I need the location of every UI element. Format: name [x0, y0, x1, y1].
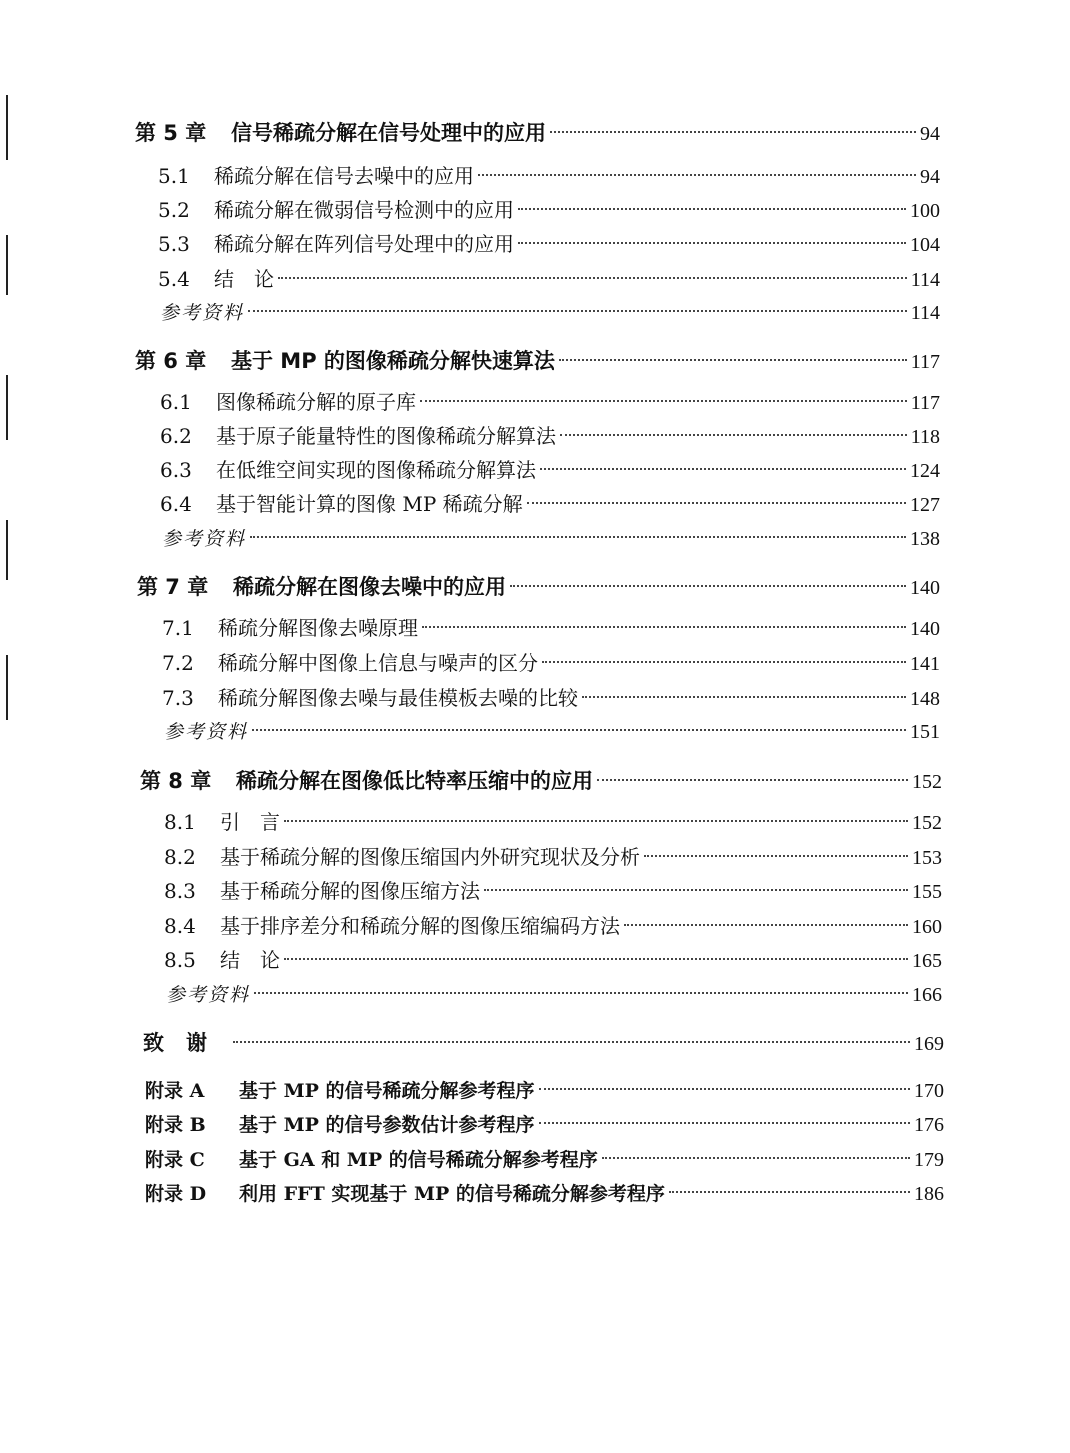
section-number: 6.2: [160, 424, 192, 448]
section-number: 6.3: [160, 458, 192, 482]
toc-section-7-3[interactable]: [162, 683, 940, 713]
toc-chapter-7[interactable]: [137, 572, 940, 602]
section-number: 5.3: [158, 232, 190, 256]
page-number: 152: [912, 771, 942, 793]
section-title: 基于智能计算的图像 MP 稀疏分解: [216, 492, 523, 516]
chapter-number: 第 7 章: [137, 575, 209, 599]
toc-appendix-d[interactable]: [145, 1179, 944, 1209]
page-number: 140: [910, 577, 940, 599]
section-number: 5.2: [158, 198, 190, 222]
section-title: 结 论: [220, 948, 280, 972]
appendix-title: 基于 GA 和 MP 的信号稀疏分解参考程序: [239, 1149, 598, 1171]
section-title: 基于原子能量特性的图像稀疏分解算法: [216, 424, 556, 448]
page-number: 124: [910, 460, 940, 482]
page-number: 140: [910, 618, 940, 640]
page-number: 165: [912, 950, 942, 972]
section-title: 在低维空间实现的图像稀疏分解算法: [216, 458, 536, 482]
chapter-title: 基于 MP 的图像稀疏分解快速算法: [231, 349, 555, 373]
toc-chapter-8[interactable]: [140, 766, 942, 796]
toc-section-7-1[interactable]: [162, 613, 940, 643]
section-number: 5.4: [158, 267, 190, 291]
dot-leader: [518, 208, 906, 210]
acknowledgements-title: 致谢: [143, 1031, 229, 1055]
section-title: 基于稀疏分解的图像压缩方法: [220, 879, 480, 903]
toc-section-8-2[interactable]: [164, 842, 942, 872]
dot-leader: [478, 174, 916, 176]
appendix-number: 附录 A: [145, 1080, 205, 1102]
page-number: 169: [914, 1033, 944, 1055]
dot-leader: [252, 729, 906, 731]
appendix-number: 附录 C: [145, 1149, 205, 1171]
dot-leader: [278, 277, 907, 279]
section-number: 7.2: [162, 651, 194, 675]
toc-section-6-1[interactable]: [160, 387, 940, 417]
section-title: 稀疏分解中图像上信息与噪声的区分: [218, 651, 538, 675]
section-title: 稀疏分解在微弱信号检测中的应用: [214, 198, 514, 222]
dot-leader: [250, 536, 906, 538]
appendix-number: 附录 D: [145, 1183, 207, 1205]
toc-references-7[interactable]: [164, 717, 940, 747]
page-number: 166: [912, 984, 942, 1006]
dot-leader: [518, 242, 906, 244]
section-title: 结 论: [214, 267, 274, 291]
section-title: 稀疏分解图像去噪与最佳模板去噪的比较: [218, 686, 578, 710]
page-number: 100: [910, 200, 940, 222]
page-number: 148: [910, 688, 940, 710]
toc-appendix-c[interactable]: [145, 1145, 944, 1175]
page-number: 117: [910, 351, 940, 373]
appendix-title: 基于 MP 的信号稀疏分解参考程序: [239, 1080, 535, 1102]
page-number: 186: [914, 1183, 944, 1205]
section-number: 7.3: [162, 686, 194, 710]
toc-section-7-2[interactable]: [162, 648, 940, 678]
references-title: 参考资料: [162, 528, 247, 550]
section-title: 基于排序差分和稀疏分解的图像压缩编码方法: [220, 914, 620, 938]
page-number: 114: [910, 269, 940, 291]
dot-leader: [422, 626, 906, 628]
chapter-title: 信号稀疏分解在信号处理中的应用: [231, 121, 546, 145]
page-number: 151: [910, 721, 940, 743]
page-number: 179: [914, 1149, 944, 1171]
dot-leader: [597, 779, 908, 781]
appendix-title: 利用 FFT 实现基于 MP 的信号稀疏分解参考程序: [239, 1183, 665, 1205]
page-number: 141: [910, 653, 940, 675]
toc-references-6[interactable]: [162, 524, 940, 554]
dot-leader: [510, 585, 906, 587]
chapter-number: 第 8 章: [140, 769, 212, 793]
toc-chapter-5[interactable]: [135, 118, 940, 148]
section-number: 6.1: [160, 390, 192, 414]
dot-leader: [539, 1122, 910, 1124]
toc-section-6-4[interactable]: [160, 489, 940, 519]
dot-leader: [484, 889, 908, 891]
toc-appendix-b[interactable]: [145, 1110, 944, 1140]
section-number: 7.1: [162, 616, 194, 640]
section-number: 8.3: [164, 879, 196, 903]
toc-section-5-2[interactable]: [158, 195, 940, 225]
dot-leader: [550, 131, 916, 133]
page-number: 94: [920, 166, 940, 188]
page-number: 153: [912, 847, 942, 869]
dot-leader: [539, 1088, 910, 1090]
page-number: 170: [914, 1080, 944, 1102]
page-number: 114: [910, 302, 940, 324]
page-number: 117: [910, 392, 940, 414]
page-number: 127: [910, 494, 940, 516]
section-number: 8.2: [164, 845, 196, 869]
toc-references-5[interactable]: [160, 298, 940, 328]
section-title: 引 言: [220, 810, 280, 834]
appendix-title: 基于 MP 的信号参数估计参考程序: [239, 1114, 535, 1136]
dot-leader: [582, 696, 906, 698]
toc-appendix-a[interactable]: [145, 1076, 944, 1106]
dot-leader: [560, 434, 907, 436]
dot-leader: [602, 1157, 910, 1159]
page-number: 155: [912, 881, 942, 903]
dot-leader: [669, 1191, 910, 1193]
toc-chapter-6[interactable]: [135, 346, 940, 376]
toc-references-8[interactable]: [166, 980, 942, 1010]
page-number: 138: [910, 528, 940, 550]
toc-section-6-2[interactable]: [160, 421, 940, 451]
section-number: 6.4: [160, 492, 192, 516]
dot-leader: [624, 924, 908, 926]
toc-acknowledgements[interactable]: [143, 1028, 944, 1058]
dot-leader: [540, 468, 906, 470]
chapter-number: 第 6 章: [135, 349, 207, 373]
dot-leader: [644, 855, 908, 857]
section-number: 5.1: [158, 164, 190, 188]
references-title: 参考资料: [160, 302, 245, 324]
references-title: 参考资料: [164, 721, 249, 743]
chapter-title: 稀疏分解在图像去噪中的应用: [233, 575, 506, 599]
section-title: 图像稀疏分解的原子库: [216, 390, 416, 414]
toc-section-8-3[interactable]: [164, 876, 942, 906]
section-number: 8.5: [164, 948, 196, 972]
dot-leader: [542, 661, 906, 663]
dot-leader: [527, 502, 906, 504]
toc-section-5-4[interactable]: [158, 264, 940, 294]
dot-leader: [248, 310, 907, 312]
dot-leader: [284, 820, 908, 822]
toc-section-5-1[interactable]: [158, 161, 940, 191]
references-title: 参考资料: [166, 984, 251, 1006]
dot-leader: [233, 1041, 910, 1043]
section-title: 稀疏分解在信号去噪中的应用: [214, 164, 474, 188]
section-title: 稀疏分解在阵列信号处理中的应用: [214, 232, 514, 256]
toc-section-5-3[interactable]: [158, 229, 940, 259]
appendix-number: 附录 B: [145, 1114, 206, 1136]
section-number: 8.4: [164, 914, 196, 938]
page-number: 160: [912, 916, 942, 938]
page-number: 104: [910, 234, 940, 256]
page-number: 176: [914, 1114, 944, 1136]
toc-section-8-4[interactable]: [164, 911, 942, 941]
section-number: 8.1: [164, 810, 196, 834]
page-number: 152: [912, 812, 942, 834]
section-title: 基于稀疏分解的图像压缩国内外研究现状及分析: [220, 845, 640, 869]
dot-leader: [420, 400, 907, 402]
toc-section-8-5[interactable]: [164, 945, 942, 975]
toc-section-8-1[interactable]: [164, 807, 942, 837]
section-title: 稀疏分解图像去噪原理: [218, 616, 418, 640]
page-number: 118: [910, 426, 940, 448]
page-number: 94: [920, 123, 940, 145]
chapter-number: 第 5 章: [135, 121, 207, 145]
dot-leader: [284, 958, 908, 960]
dot-leader: [254, 992, 908, 994]
toc-section-6-3[interactable]: [160, 455, 940, 485]
chapter-title: 稀疏分解在图像低比特率压缩中的应用: [236, 769, 593, 793]
dot-leader: [559, 359, 907, 361]
